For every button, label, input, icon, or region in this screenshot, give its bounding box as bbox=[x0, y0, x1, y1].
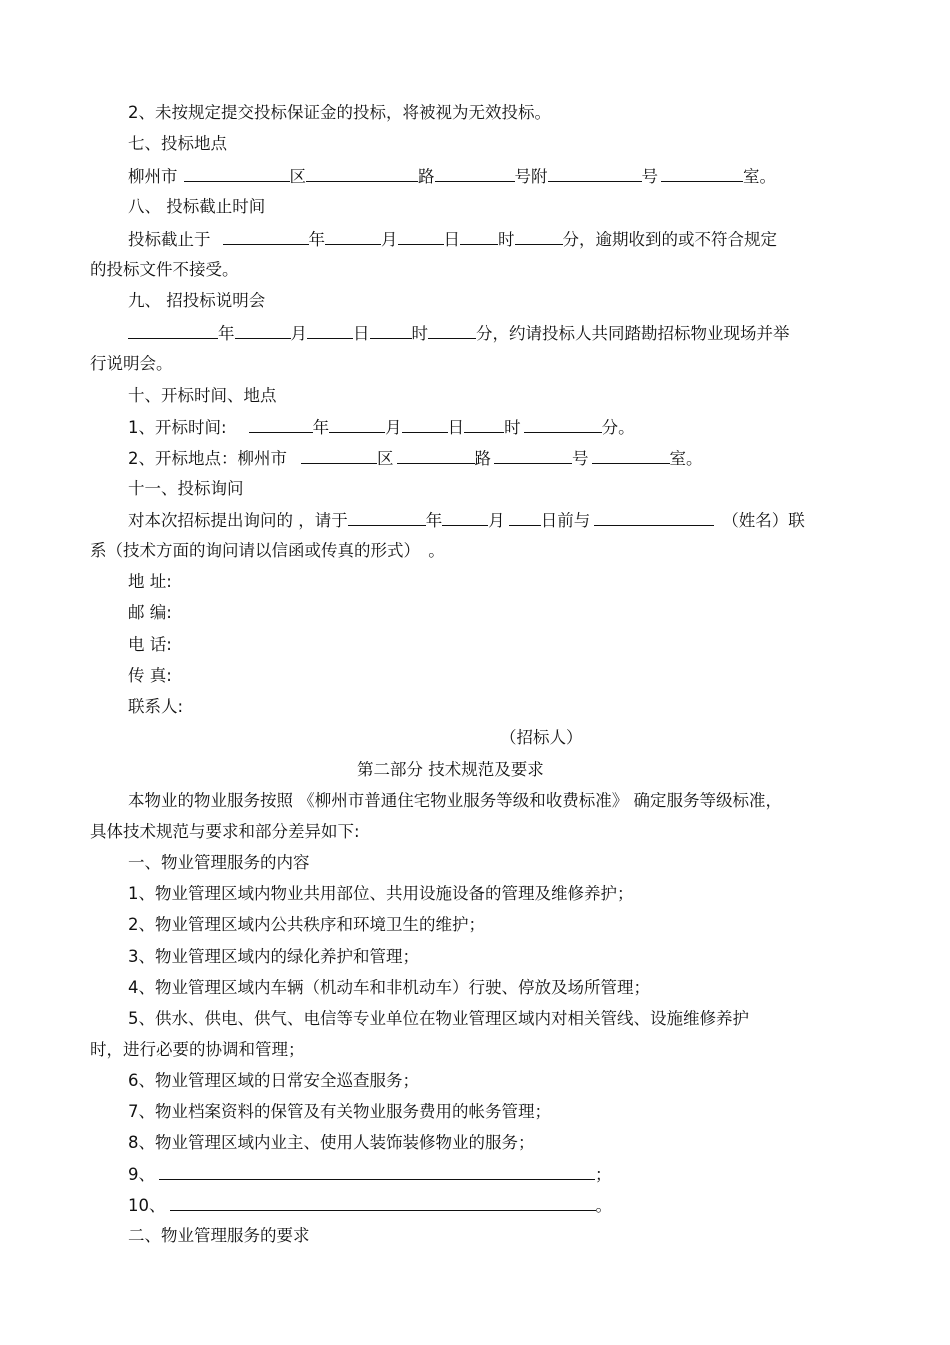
day-label: 日 bbox=[353, 324, 370, 343]
road-label: 路 bbox=[418, 167, 435, 186]
name-blank-field bbox=[594, 509, 714, 526]
district-label: 区 bbox=[377, 449, 394, 468]
month-label: 月 bbox=[381, 230, 398, 249]
deadline-cont: 的投标文件不接受。 bbox=[90, 260, 239, 279]
day-label: 日 bbox=[443, 230, 460, 249]
blank-field bbox=[249, 416, 313, 433]
item-number: 10、 bbox=[128, 1196, 166, 1215]
opening-time-line bbox=[128, 416, 635, 438]
blank-field bbox=[548, 165, 642, 182]
issuer-label: （招标人） bbox=[500, 728, 583, 747]
list-item: 2、物业管理区域内公共秩序和环境卫生的维护； bbox=[128, 915, 485, 934]
part2-intro-1: 本物业的物业服务按照 《柳州市普通住宅物业服务等级和收费标准》 确定服务等级标准， bbox=[128, 791, 782, 810]
list-item-10 bbox=[128, 1194, 612, 1216]
number2-label: 号 bbox=[641, 167, 658, 186]
blank-field bbox=[348, 509, 426, 526]
blank-field bbox=[329, 416, 385, 433]
blank-field bbox=[170, 1194, 596, 1211]
minute-tail: 分，逾期收到的或不符合规定 bbox=[562, 230, 777, 249]
year-label: 年 bbox=[308, 230, 325, 249]
room-label: 室。 bbox=[669, 449, 703, 468]
blank-field bbox=[184, 165, 290, 182]
blank-field bbox=[592, 447, 670, 464]
list-item: 8、物业管理区域内业主、使用人装饰装修物业的服务； bbox=[128, 1133, 535, 1152]
number-label: 号 bbox=[572, 449, 589, 468]
section-10-heading: 十、开标时间、地点 bbox=[128, 386, 277, 405]
part2-section-1: 一、物业管理服务的内容 bbox=[128, 853, 310, 872]
year-label: 年 bbox=[312, 418, 330, 437]
opening-place-prefix: 2、开标地点：柳州市 bbox=[128, 449, 287, 468]
blank-field bbox=[515, 228, 563, 245]
name-tail: （姓名）联 bbox=[722, 511, 805, 530]
opening-time-prefix: 1、开标时间: bbox=[128, 418, 227, 437]
meeting-cont: 行说明会。 bbox=[90, 354, 173, 373]
item-2-invalid-bid: 2、未按规定提交投标保证金的投标，将被视为无效投标。 bbox=[128, 103, 551, 122]
blank-field bbox=[464, 416, 504, 433]
blank-field bbox=[398, 228, 444, 245]
room-label: 室。 bbox=[743, 167, 776, 186]
minute-label: 分。 bbox=[601, 418, 635, 437]
blank-field bbox=[235, 322, 291, 339]
blank-field bbox=[442, 509, 488, 526]
blank-field bbox=[325, 228, 381, 245]
section-11-heading: 十一、投标询问 bbox=[128, 479, 244, 498]
opening-place-line bbox=[128, 447, 703, 469]
deadline-line bbox=[128, 228, 777, 250]
city-label: 柳州市 bbox=[128, 167, 178, 186]
month-label: 月 bbox=[290, 324, 307, 343]
item-number: 9、 bbox=[128, 1165, 155, 1184]
hour-label: 时 bbox=[498, 230, 515, 249]
month-label: 月 bbox=[385, 418, 402, 437]
inquiry-cont: 系（技术方面的询问请以信函或传真的形式） 。 bbox=[90, 541, 445, 560]
section-8-heading: 八、 投标截止时间 bbox=[128, 197, 266, 216]
section-9-heading: 九、 招投标说明会 bbox=[128, 291, 266, 310]
contact-person: 联系人: bbox=[128, 697, 184, 716]
blank-field bbox=[128, 322, 218, 339]
blank-field bbox=[428, 322, 476, 339]
blank-field bbox=[509, 509, 541, 526]
hour-label: 时 bbox=[504, 418, 521, 437]
list-item: 6、物业管理区域的日常安全巡查服务； bbox=[128, 1071, 419, 1090]
hour-label: 时 bbox=[411, 324, 428, 343]
contact-fax: 传 真: bbox=[128, 666, 172, 685]
blank-field bbox=[306, 165, 418, 182]
month-label: 月 bbox=[488, 511, 505, 530]
blank-field bbox=[307, 322, 353, 339]
list-item: 7、物业档案资料的保管及有关物业服务费用的帐务管理； bbox=[128, 1102, 551, 1121]
list-item-cont: 时，进行必要的协调和管理； bbox=[90, 1040, 305, 1059]
contact-address: 地 址: bbox=[128, 572, 172, 591]
district-label: 区 bbox=[289, 167, 306, 186]
part2-intro-2: 具体技术规范与要求和部分差异如下: bbox=[90, 822, 360, 841]
blank-field bbox=[435, 165, 515, 182]
blank-field bbox=[370, 322, 412, 339]
inquiry-line bbox=[128, 509, 805, 531]
list-item: 1、物业管理区域内物业共用部位、共用设施设备的管理及维修养护； bbox=[128, 884, 634, 903]
year-label: 年 bbox=[425, 511, 443, 530]
list-item-9 bbox=[128, 1163, 612, 1185]
blank-field bbox=[661, 165, 743, 182]
list-item: 4、物业管理区域内车辆（机动车和非机动车）行驶、停放及场所管理； bbox=[128, 978, 650, 997]
list-item: 3、物业管理区域内的绿化养护和管理； bbox=[128, 947, 419, 966]
deadline-prefix: 投标截止于 bbox=[128, 230, 211, 249]
list-item: 5、供水、供电、供气、电信等专业单位在物业管理区域内对相关管线、设施维修养护 bbox=[128, 1009, 749, 1028]
day-label: 日 bbox=[447, 418, 465, 437]
year-label: 年 bbox=[218, 324, 235, 343]
day-before-label: 日前与 bbox=[540, 511, 591, 530]
minute-tail: 分，约请投标人共同踏勘招标物业现场并举 bbox=[476, 324, 790, 343]
inquiry-prefix: 对本次招标提出询问的 ，请于 bbox=[128, 511, 348, 530]
number-label: 号附 bbox=[514, 167, 548, 186]
blank-field bbox=[223, 228, 309, 245]
blank-field bbox=[397, 447, 475, 464]
meeting-line bbox=[128, 322, 790, 344]
blank-field bbox=[402, 416, 448, 433]
blank-field bbox=[301, 447, 377, 464]
blank-field bbox=[524, 416, 602, 433]
bid-location-line bbox=[128, 165, 776, 187]
blank-field bbox=[159, 1163, 595, 1180]
road-label: 路 bbox=[474, 449, 491, 468]
blank-field bbox=[494, 447, 572, 464]
item-end: ； bbox=[595, 1165, 612, 1184]
contact-phone: 电 话: bbox=[128, 635, 172, 654]
blank-field bbox=[460, 228, 498, 245]
part2-title: 第二部分 技术规范及要求 bbox=[357, 760, 544, 779]
item-end: 。 bbox=[595, 1196, 612, 1215]
part2-section-2: 二、物业管理服务的要求 bbox=[128, 1226, 310, 1245]
contact-postcode: 邮 编: bbox=[128, 603, 172, 622]
section-7-heading: 七、投标地点 bbox=[128, 134, 227, 153]
